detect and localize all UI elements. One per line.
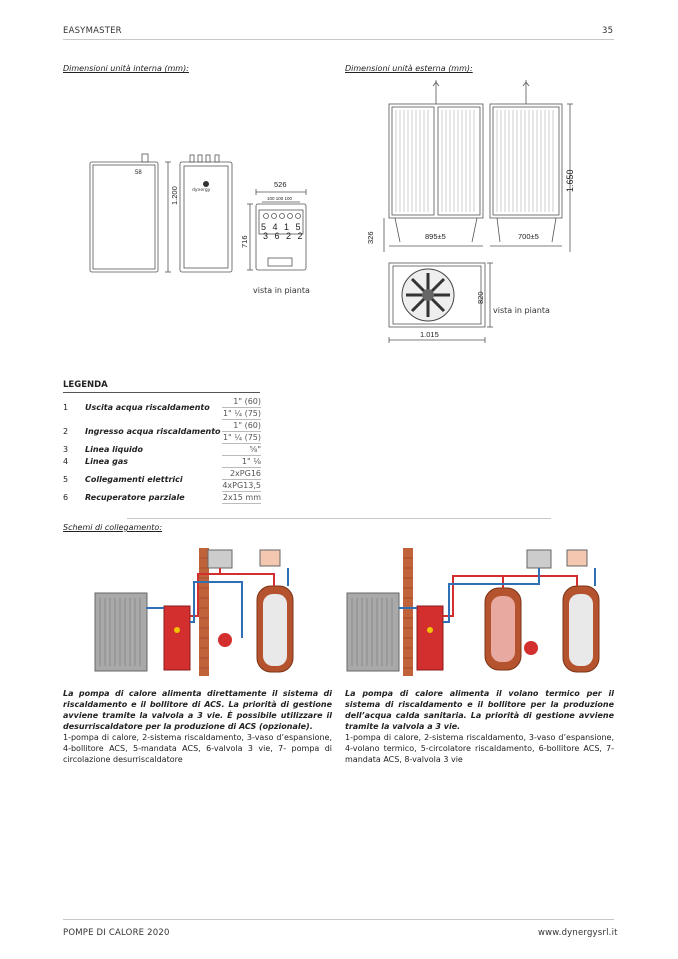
radiator-icon — [208, 550, 232, 568]
legend-value: 1" ⅛ — [222, 456, 261, 468]
tap-icon — [260, 550, 280, 566]
header-brand: EASYMASTER — [63, 26, 122, 36]
indoor-unit — [417, 606, 443, 670]
scheme-right-diagram — [345, 548, 605, 676]
legend-value: 1" (60) — [222, 420, 261, 432]
heat-pump-outdoor — [95, 593, 147, 671]
indoor-unit — [164, 606, 190, 670]
external-plan-view-label: vista in pianta — [493, 306, 550, 315]
legend-num: 2 — [63, 427, 69, 436]
legend-row-4 — [63, 456, 261, 468]
header-rule — [63, 39, 614, 40]
legend-label: Linea liquido — [85, 445, 144, 454]
legend-value: 4xPG13,5 — [222, 481, 261, 490]
internal-dimensions-caption: Dimensioni unità interna (mm): — [63, 64, 189, 73]
legend-value: 2xPG16 — [222, 468, 261, 480]
heat-pump-outdoor — [347, 593, 399, 671]
internal-dim-width: 526 — [274, 180, 287, 189]
legend-value: 1" (60) — [222, 396, 261, 408]
scheme-right-legend: 1-pompa di calore, 2-sistema riscaldamento, 3-vaso d’espansione, 4-volano termico, 5-circolatore riscaldamento, 6-bollitore ACS, 7-mandata ACS, 8-valvola 3 vie — [345, 733, 614, 764]
external-dim-plan-depth: 820 — [476, 291, 485, 304]
internal-plan-view-label: vista in pianta — [253, 286, 310, 295]
footer-website-link[interactable]: www.dynergysrl.it — [538, 928, 618, 938]
fan-icon — [402, 269, 454, 321]
scheme-right-description — [345, 688, 614, 765]
legend-label: Uscita acqua riscaldamento — [85, 403, 210, 413]
scheme-left-bold: La pompa di calore alimenta direttamente il sistema di riscaldamento e il bollitore di ACS. La priorità di gestione avviene tramite la valvola a 3 vie. È possibile utilizzare il desurriscaldatore per la produzione di ACS (opzionale). — [63, 689, 332, 731]
internal-dim-depth: 716 — [240, 235, 249, 248]
internal-ports-bottom: 3 6 2 2 — [263, 231, 305, 241]
internal-logo-text: dynergy — [192, 188, 211, 193]
legend-row-5 — [63, 468, 261, 480]
legend-label: Recuperatore parziale — [85, 493, 185, 502]
legend-num: 4 — [63, 457, 69, 466]
legend-label: Linea gas — [85, 457, 129, 466]
legend-row-3 — [63, 444, 261, 456]
tap-icon — [567, 550, 587, 566]
external-dimensions-caption: Dimensioni unità esterna (mm): — [345, 64, 473, 73]
legend-value: ⅝" — [222, 444, 261, 456]
legend-rule — [63, 392, 260, 393]
legend-value: 1" ¼ (75) — [222, 409, 261, 418]
legend-row-1 — [63, 396, 261, 408]
internal-side-view — [180, 162, 232, 272]
legend-row-2 — [63, 420, 261, 432]
scheme-left-diagram — [92, 548, 307, 676]
scheme-right-bold: La pompa di calore alimenta il volano termico per il sistema di riscaldamento e il bollitore per la produzione dell’acqua calda sanitaria. La priorità di gestione avviene tramite la valvola a 3 vie. — [345, 689, 614, 731]
internal-dim-height: 1.200 — [170, 186, 179, 205]
footer-rule — [63, 919, 614, 920]
radiator-icon — [527, 550, 551, 568]
legend-title: LEGENDA — [63, 380, 108, 390]
external-dim-height: 1.650 — [565, 169, 575, 192]
legend-num: 1 — [63, 403, 69, 413]
legend-label: Ingresso acqua riscaldamento — [85, 427, 221, 436]
scheme-left-legend: 1-pompa di calore, 2-sistema riscaldamento, 3-vaso d’espansione, 4-bollitore ACS, 5-mandata ACS, 6-valvola 3 vie, 7- pompa di circolazione desurriscaldatore — [63, 733, 332, 764]
external-dim-depth: 700±5 — [518, 232, 539, 241]
page-number: 35 — [602, 26, 614, 36]
scheme-left-description — [63, 688, 332, 765]
external-dim-width: 895±5 — [425, 232, 446, 241]
legend-num: 3 — [63, 445, 69, 454]
internal-dim-top: 58 — [135, 170, 142, 176]
legend-table — [63, 396, 261, 504]
footer-left: POMPE DI CALORE 2020 — [63, 928, 170, 938]
internal-dim-spacing: 100 100 100 — [267, 196, 293, 201]
internal-ports-top: 5 4 1 5 — [261, 222, 303, 232]
legend-num: 6 — [63, 493, 69, 502]
expansion-vessel-icon — [218, 633, 232, 647]
legend-value: 2x15 mm — [222, 493, 261, 502]
legend-num: 5 — [63, 475, 69, 484]
schemes-caption: Schemi di collegamento: — [63, 523, 163, 532]
internal-front-view — [90, 162, 158, 272]
legend-row-6 — [63, 492, 261, 504]
circulator-icon — [524, 641, 538, 655]
legend-label: Collegamenti elettrici — [85, 475, 183, 484]
external-front-view — [389, 104, 483, 218]
external-dim-plan-width: 1.015 — [420, 330, 439, 339]
legend-value: 1" ¼ (75) — [222, 433, 261, 442]
logo-mark-icon — [203, 181, 209, 187]
external-unit-drawing — [360, 80, 600, 345]
wall-brick — [403, 548, 413, 676]
section-divider — [127, 518, 551, 519]
external-dim-leg: 326 — [366, 231, 375, 244]
